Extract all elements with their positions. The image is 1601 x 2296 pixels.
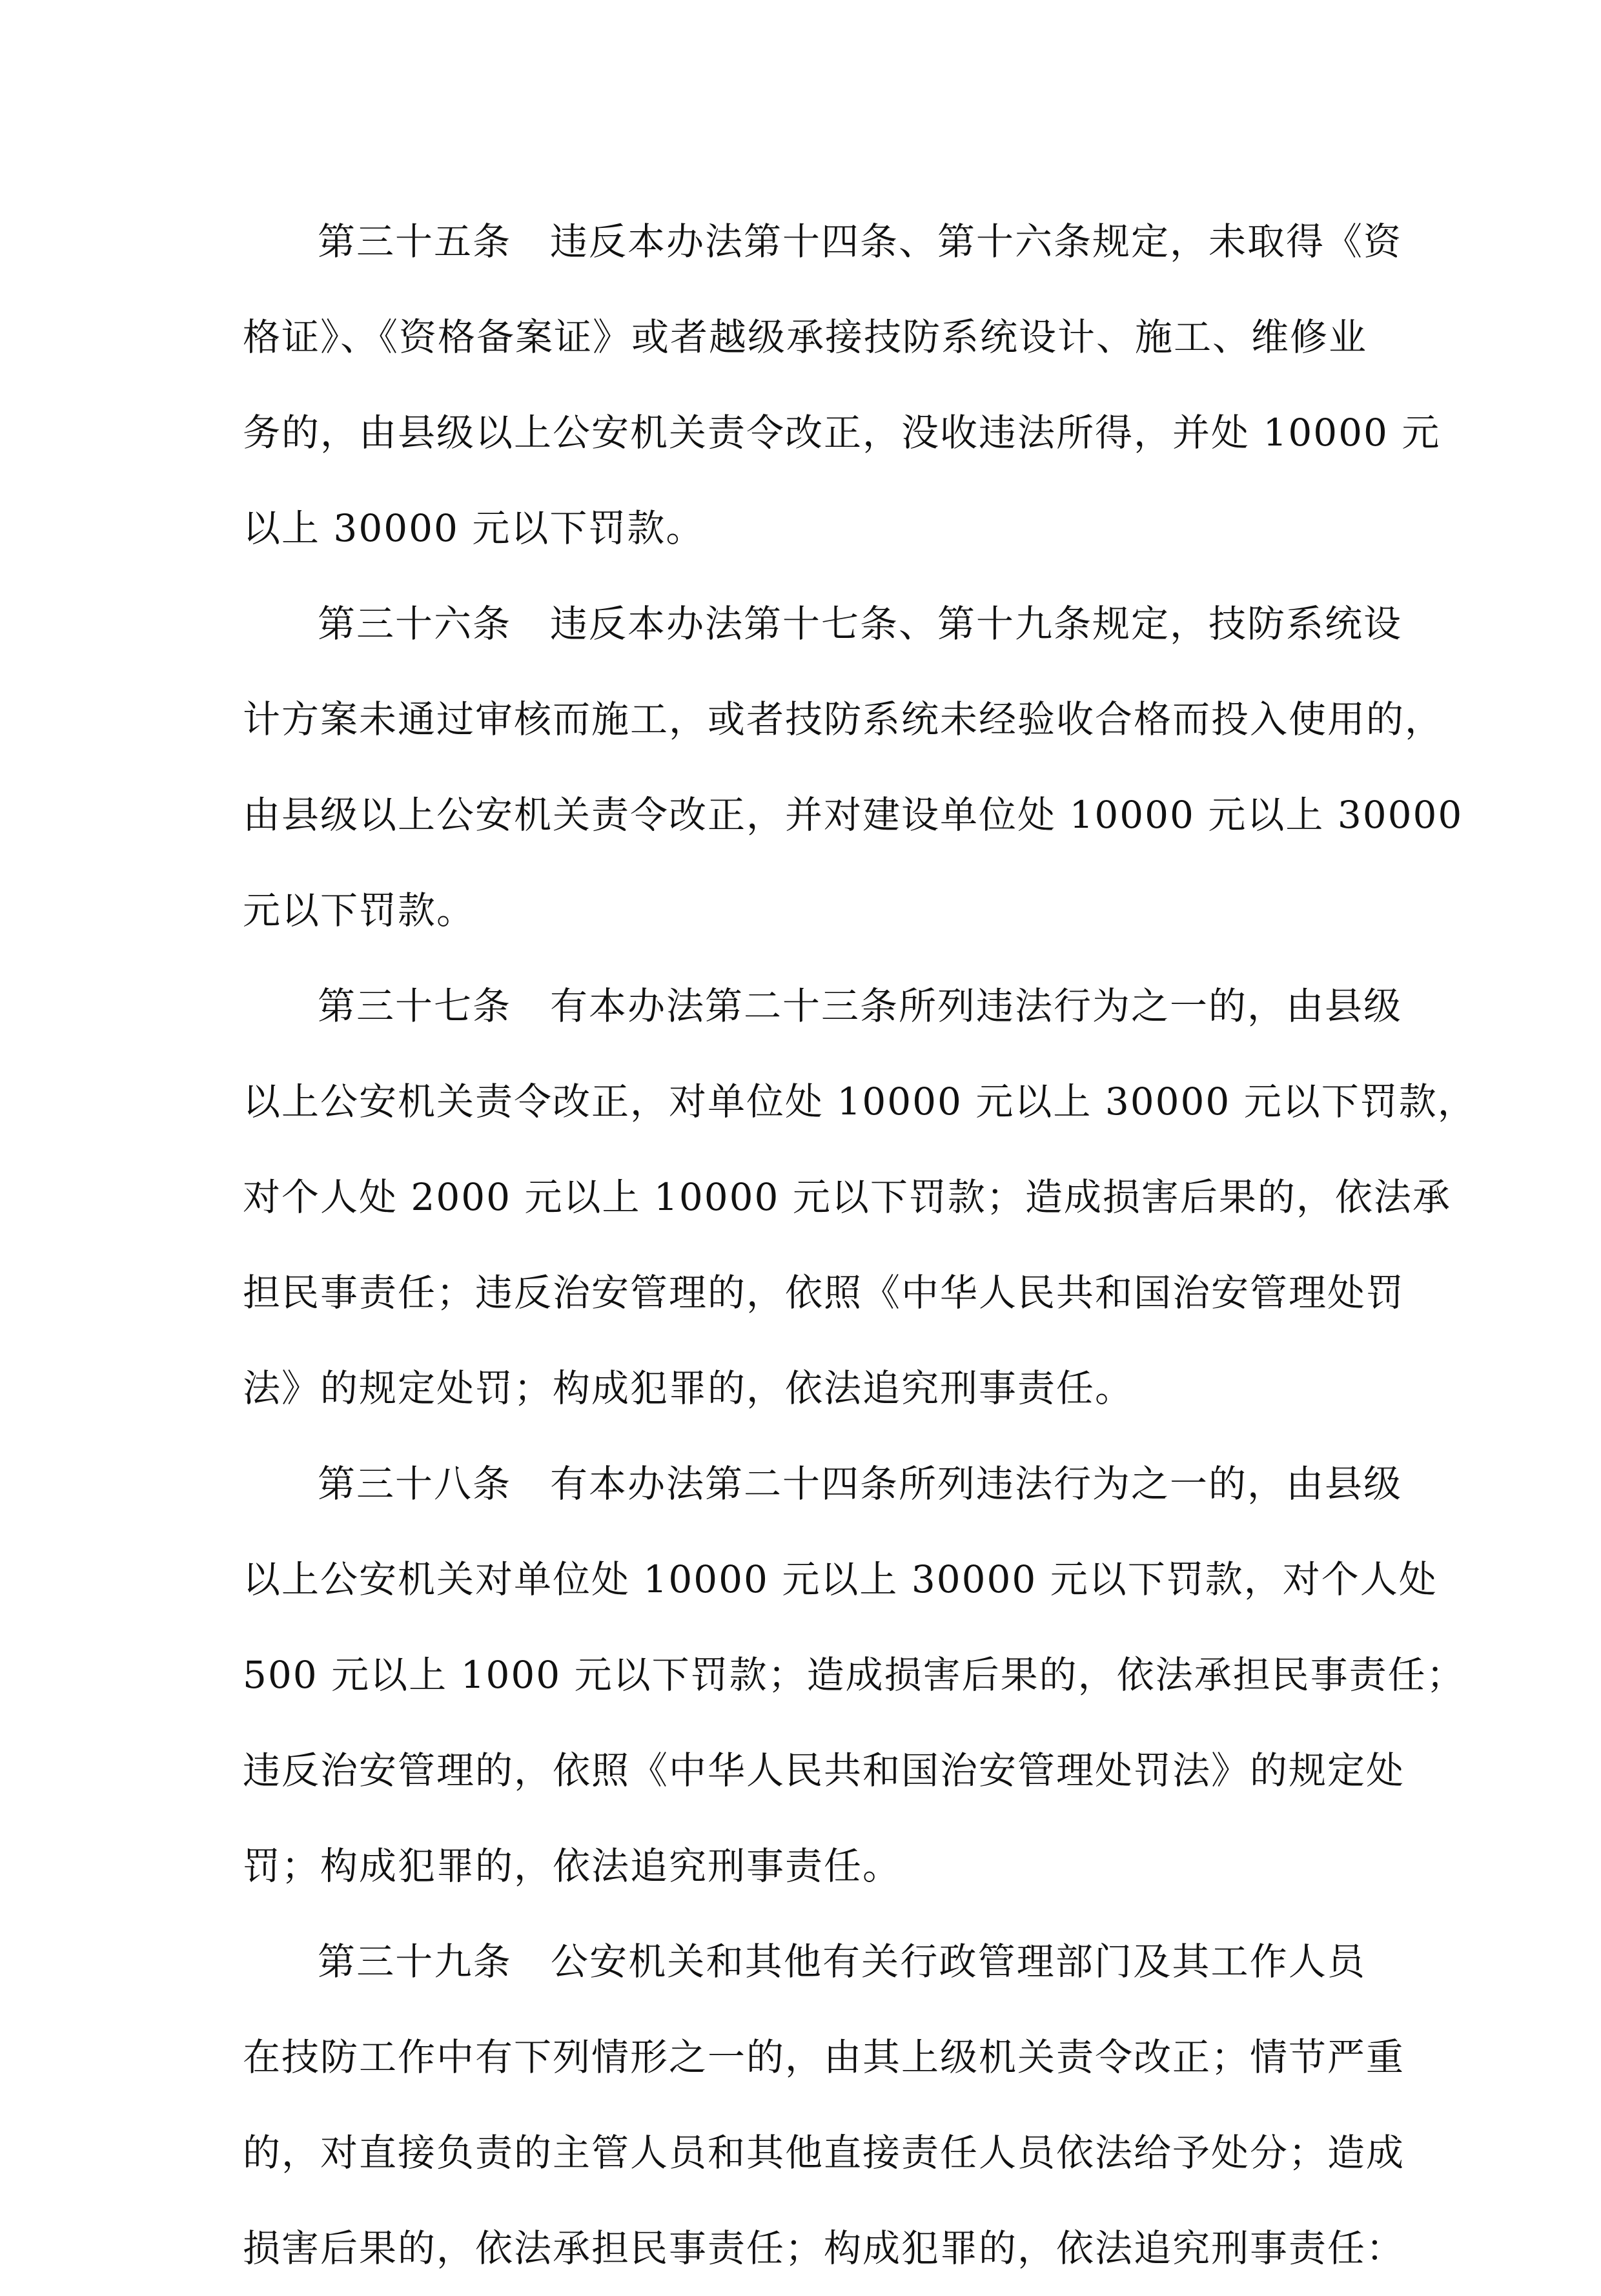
document-body	[243, 194, 1476, 2296]
article-35-line-2: 格证》、《资格备案证》或者越级承接技防系统设计、施工、维修业	[243, 315, 1368, 359]
article-39	[243, 1914, 1405, 2296]
article-38-line-5: 罚；构成犯罪的，依法追究刑事责任。	[243, 1844, 902, 1888]
article-39-line-4: 损害后果的，依法承担民事责任；构成犯罪的，依法追究刑事责任：	[243, 2226, 1405, 2270]
article-36-line-4: 元以下罚款。	[243, 888, 476, 932]
article-36-line-3: 由县级以上公安机关责令改正，并对建设单位处 10000 元以上 30000	[243, 793, 1463, 837]
article-38	[243, 1436, 1465, 1914]
article-37	[243, 958, 1476, 1436]
article-37-line-2: 以上公安机关责令改正，对单位处 10000 元以上 30000 元以下罚款，	[243, 1080, 1476, 1123]
article-37-line-3: 对个人处 2000 元以上 10000 元以下罚款；造成损害后果的，依法承	[243, 1175, 1451, 1219]
article-37-line-5: 法》的规定处罚；构成犯罪的，依法追究刑事责任。	[243, 1366, 1134, 1410]
article-39-line-2: 在技防工作中有下列情形之一的，由其上级机关责令改正；情节严重	[243, 2035, 1405, 2079]
article-38-line-4: 违反治安管理的，依照《中华人民共和国治安管理处罚法》的规定处	[243, 1748, 1405, 1792]
article-36-line-1: 第三十六条 违反本办法第十七条、第十九条规定，技防系统设	[318, 602, 1403, 646]
article-39-line-1: 第三十九条 公安机关和其他有关行政管理部门及其工作人员	[318, 1940, 1366, 1983]
article-39-line-3: 的，对直接负责的主管人员和其他直接责任人员依法给予处分；造成	[243, 2131, 1405, 2175]
article-37-line-4: 担民事责任；违反治安管理的，依照《中华人民共和国治安管理处罚	[243, 1271, 1405, 1315]
article-35	[243, 194, 1441, 576]
article-35-line-4: 以上 30000 元以下罚款。	[243, 506, 705, 550]
article-38-line-1: 第三十八条 有本办法第二十四条所列违法行为之一的，由县级	[318, 1462, 1403, 1506]
article-36	[243, 576, 1463, 958]
article-36-line-2: 计方案未通过审核而施工，或者技防系统未经验收合格而投入使用的，	[243, 697, 1444, 741]
article-35-line-3: 务的，由县级以上公安机关责令改正，没收违法所得，并处 10000 元	[243, 411, 1441, 455]
article-37-line-1: 第三十七条 有本办法第二十三条所列违法行为之一的，由县级	[318, 984, 1403, 1028]
article-38-line-2: 以上公安机关对单位处 10000 元以上 30000 元以下罚款，对个人处	[243, 1557, 1438, 1601]
article-35-line-1: 第三十五条 违反本办法第十四条、第十六条规定，未取得《资	[318, 220, 1403, 263]
article-38-line-3: 500 元以上 1000 元以下罚款；造成损害后果的，依法承担民事责任；	[243, 1653, 1465, 1697]
